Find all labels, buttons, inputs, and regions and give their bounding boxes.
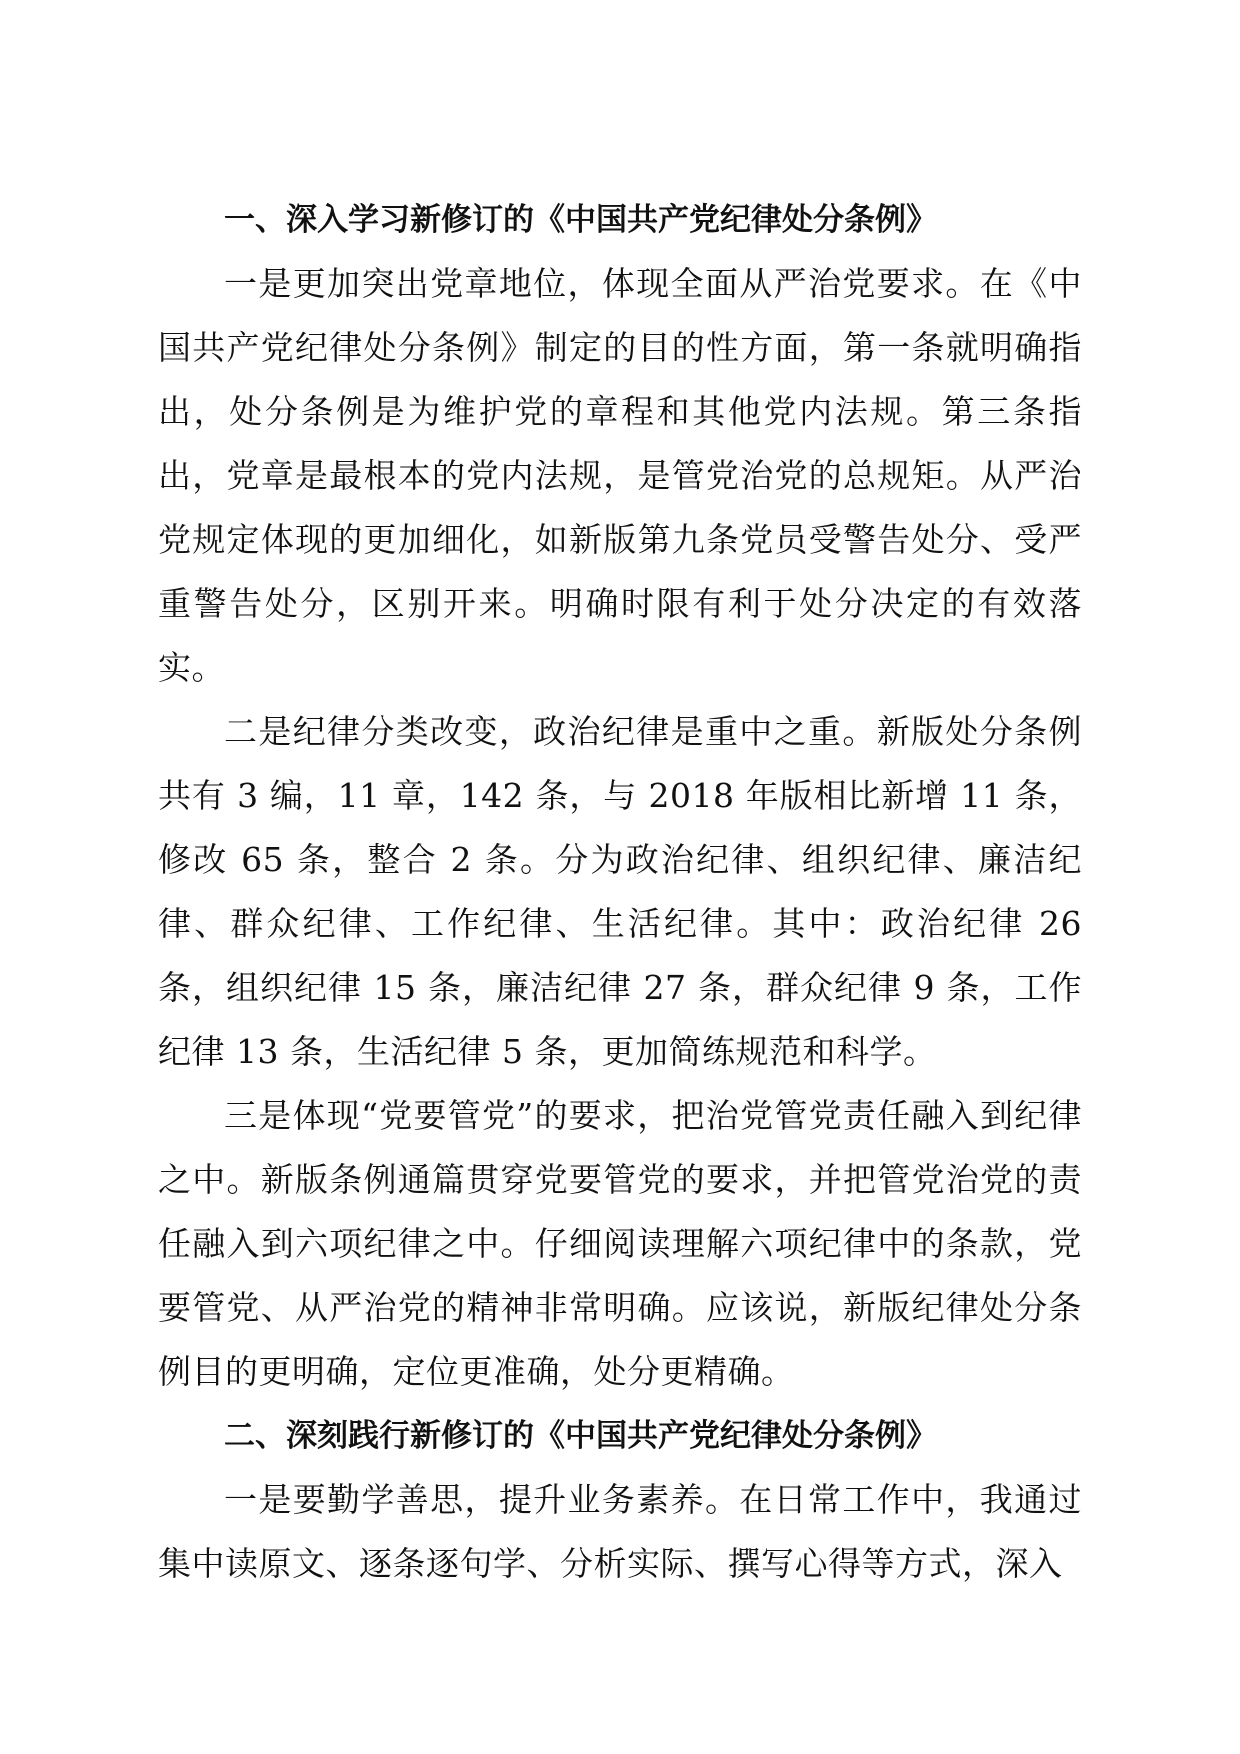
paragraph-4: 一是要勤学善思，提升业务素养。在日常工作中，我通过集中读原文、逐条逐句学、分析实际、撰写心得等方式，深入 [158,1480,1082,1583]
paragraph-3: 三是体现“党要管党”的要求，把治党管党责任融入到纪律之中。新版条例通篇贯穿党要管党的要求，并把管党治党的责任融入到六项纪律之中。仔细阅读理解六项纪律中的条款，党要管党、从严治党的精神非常明确。应该说，新版纪律处分条例目的更明确，定位更准确，处分更精确。 [158,1096,1082,1391]
section-heading-2: 二、深刻践行新修订的《中国共产党纪律处分条例》 [224,1418,937,1454]
document-body [158,188,1082,1596]
section-heading-1: 一、深入学习新修订的《中国共产党纪律处分条例》 [224,202,937,238]
paragraph-1: 一是更加突出党章地位，体现全面从严治党要求。在《中国共产党纪律处分条例》制定的目的性方面，第一条就明确指出，处分条例是为维护党的章程和其他党内法规。第三条指出，党章是最根本的党内法规，是管党治党的总规矩。从严治党规定体现的更加细化，如新版第九条党员受警告处分、受严重警告处分，区别开来。明确时限有利于处分决定的有效落实。 [158,264,1082,687]
paragraph-2: 二是纪律分类改变，政治纪律是重中之重。新版处分条例共有 3 编，11 章，142 条，与 2018 年版相比新增 11 条，修改 65 条，整合 2 条。分为政治纪律、组织纪律、廉洁纪律、群众纪律、工作纪律、生活纪律。其中：政治纪律 26 条，组织纪律 15 条，廉洁纪律 27 条，群众纪律 9 条，工作纪律 13 条，生活纪律 5 条，更加简练规范和科学。 [158,712,1082,1071]
